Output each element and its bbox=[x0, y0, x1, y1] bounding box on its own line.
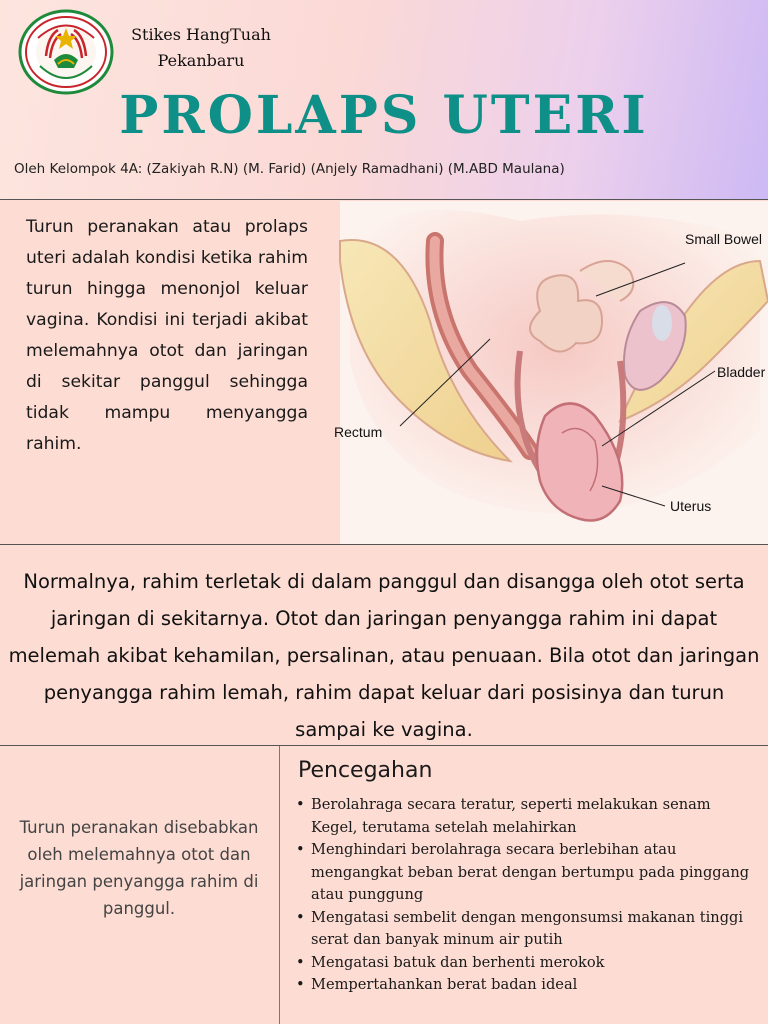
bullet-icon: • bbox=[296, 841, 305, 858]
divider-top bbox=[0, 199, 768, 200]
bullet-icon: • bbox=[296, 796, 305, 813]
intro-paragraph: Turun peranakan atau prolaps uteri adalah kondisi ketika rahim turun hingga menonjol keluar vagina. Kondisi ini terjadi akibat melemahnya otot dan jaringan di sekitar panggul sehingga tidak mampu menyangga rahim. bbox=[26, 217, 308, 454]
label-uterus: Uterus bbox=[670, 498, 712, 514]
divider-bottom bbox=[0, 745, 768, 746]
cause-paragraph: Turun peranakan disebabkan oleh melemahnya otot dan jaringan penyangga rahim di panggul. bbox=[19, 818, 259, 918]
institution-line-1: Stikes HangTuah bbox=[131, 25, 271, 44]
divider-middle bbox=[0, 544, 768, 545]
normal-paragraph: Normalnya, rahim terletak di dalam panggul dan disangga oleh otot serta jaringan di sekitarnya. Otot dan jaringan penyangga rahim ini dapat melemah akibat kehamilan, persalinan, atau penuaan. Bila otot dan jaringan penyangga rahim lemah, rahim dapat keluar dari posisinya dan turun sampai ke vagina. bbox=[8, 570, 760, 741]
authors-line: Oleh Kelompok 4A: (Zakiyah R.N) (M. Farid) (Anjely Ramadhani) (M.ABD Maulana) bbox=[14, 161, 565, 177]
list-item: • Menghindari berolahraga secara berlebihan atau mengangkat beban berat dengan bertumpu pada pinggang atau punggung bbox=[296, 841, 750, 903]
bullet-icon: • bbox=[296, 976, 305, 993]
label-small-bowel: Small Bowel bbox=[685, 231, 763, 247]
anatomy-drawing bbox=[334, 201, 768, 544]
bullet-icon: • bbox=[296, 953, 305, 971]
label-bladder: Bladder bbox=[717, 364, 766, 380]
list-item: • Mengatasi sembelit dengan mengonsumsi makanan tinggi serat dan banyak minum air putih bbox=[296, 908, 744, 948]
prevention-list bbox=[296, 794, 756, 997]
list-item: • Mempertahankan berat badan ideal bbox=[296, 974, 756, 997]
list-item: • Mengatasi batuk dan berhenti merokok bbox=[296, 952, 756, 975]
institution-logo bbox=[18, 8, 114, 96]
bullet-icon: • bbox=[296, 908, 305, 926]
page-title: PROLAPS UTERI bbox=[119, 85, 649, 146]
anatomy-illustration bbox=[334, 201, 768, 544]
divider-vertical bbox=[279, 746, 280, 1024]
list-item: • Berolahraga secara teratur, seperti melakukan senam Kegel, terutama setelah melahirkan bbox=[296, 796, 711, 836]
institution-name bbox=[122, 22, 280, 74]
institution-line-2: Pekanbaru bbox=[157, 51, 245, 70]
prevention-title: Pencegahan bbox=[298, 758, 433, 783]
label-rectum: Rectum bbox=[334, 424, 383, 440]
